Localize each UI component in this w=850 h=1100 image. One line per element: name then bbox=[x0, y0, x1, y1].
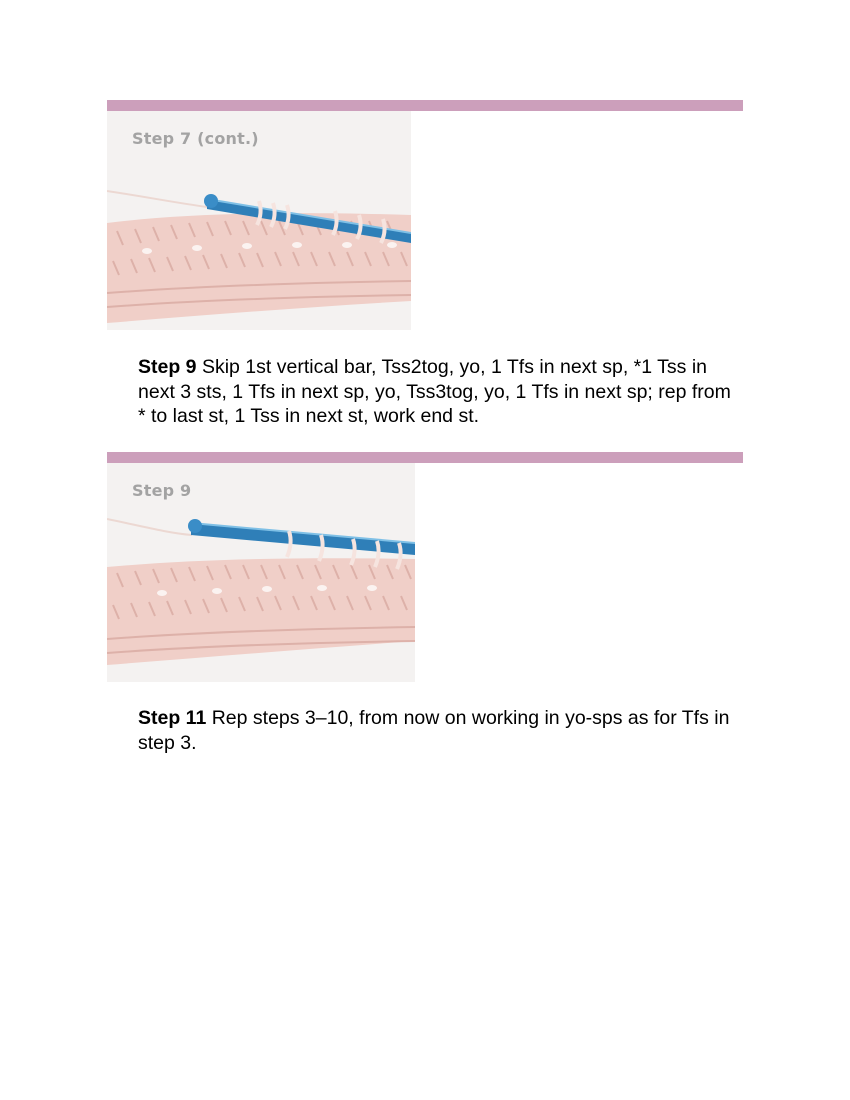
section-divider-bar bbox=[107, 100, 743, 111]
step-7-photo bbox=[107, 111, 411, 330]
step-9-photo bbox=[107, 463, 415, 682]
step-heading: Step 9 bbox=[138, 356, 197, 378]
step-heading: Step 11 bbox=[138, 707, 207, 729]
photo-caption-label: Step 7 (cont.) bbox=[132, 129, 259, 148]
section-divider-bar bbox=[107, 452, 743, 463]
step-instruction-paragraph bbox=[138, 706, 738, 755]
step-instruction-paragraph bbox=[138, 355, 738, 429]
step-body-text: Rep steps 3–10, from now on working in yo-sps as for Tfs in step 3. bbox=[138, 707, 730, 754]
step-body-text: Skip 1st vertical bar, Tss2tog, yo, 1 Tfs in next sp, *1 Tss in next 3 sts, 1 Tfs in next sp, yo, Tss3tog, yo, 1 Tfs in next sp; rep from * to last st, 1 Tss in next st, work end st. bbox=[138, 356, 731, 427]
photo-caption-label: Step 9 bbox=[132, 481, 192, 500]
